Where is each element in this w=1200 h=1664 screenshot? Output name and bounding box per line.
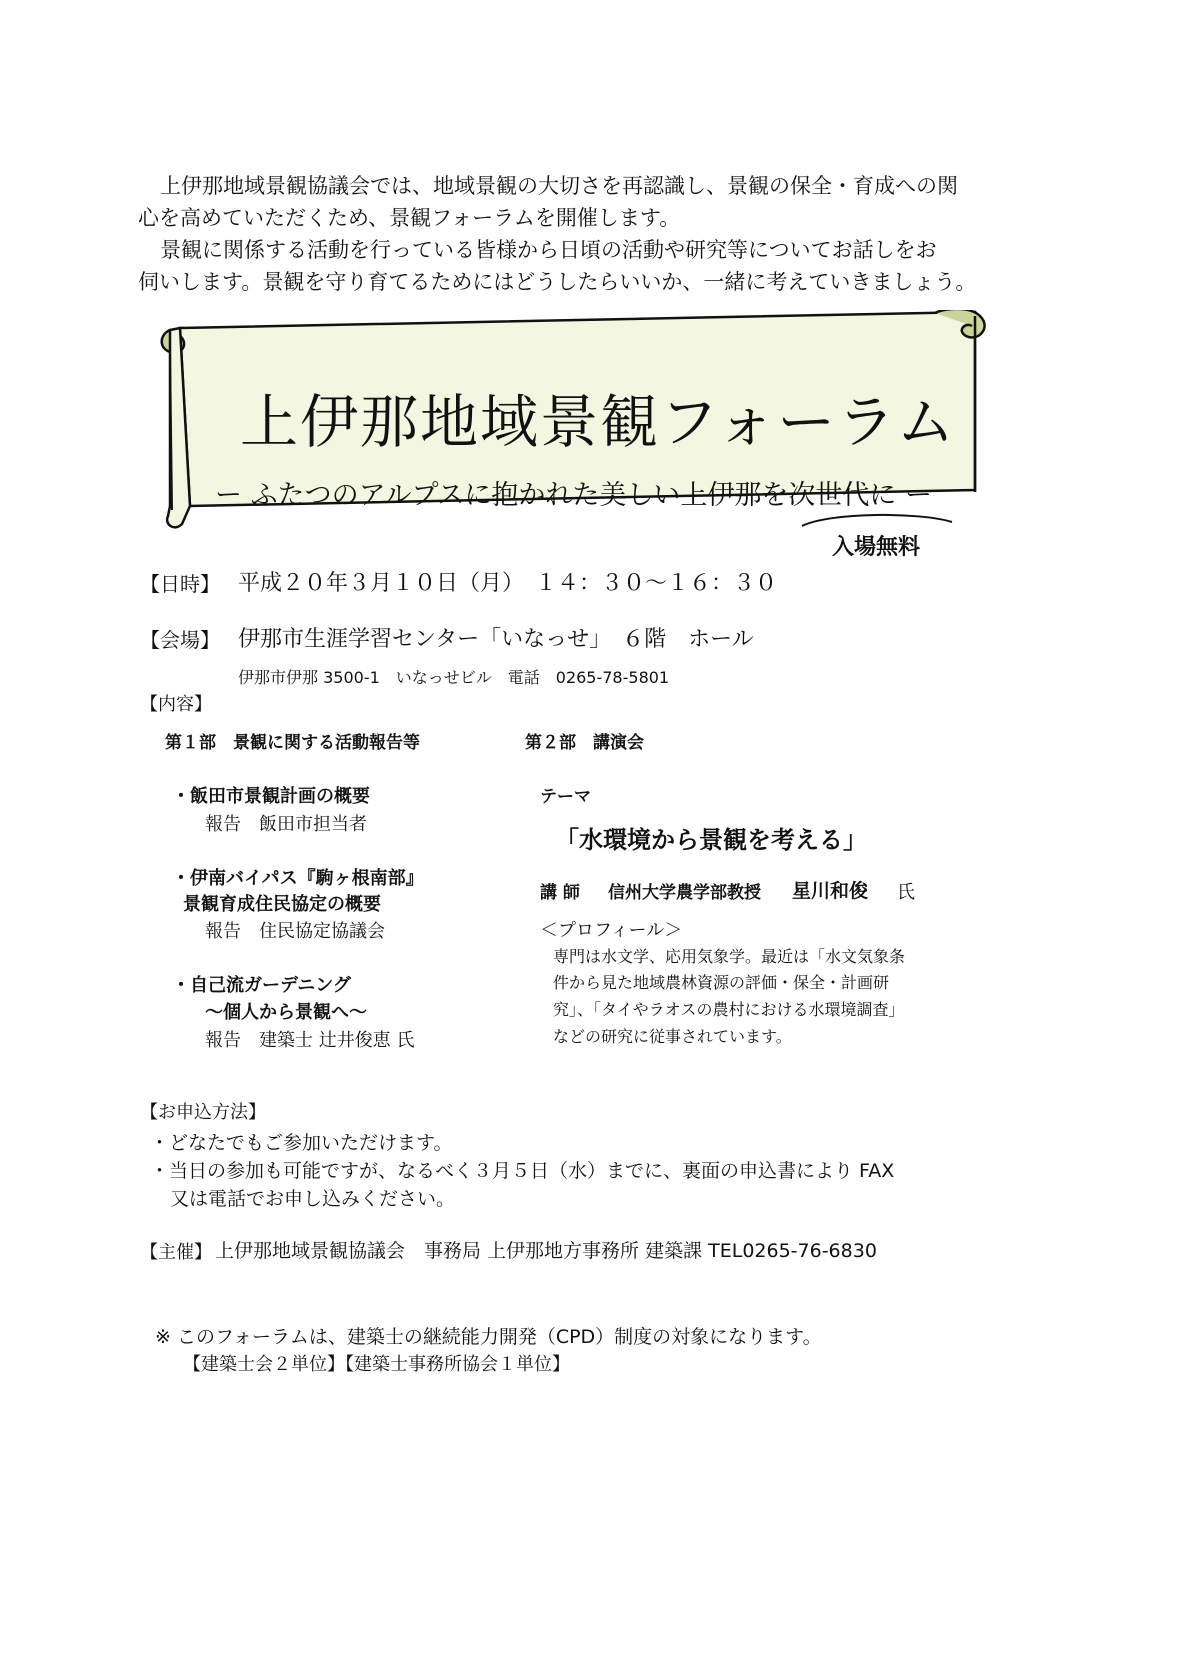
part1-item-1-title: ・飯田市景観計画の概要: [172, 786, 370, 807]
cpd-note-line-2: 【建築士会２単位】【建築士事務所協会１単位】: [183, 1354, 570, 1375]
intro-line-3: 景観に関係する活動を行っている皆様から日頃の活動や研究等についてお話しをお: [160, 238, 937, 262]
venue-address: 伊那市伊那 3500-1 いなっせビル 電話 0265-78-5801: [238, 668, 670, 687]
part1-item-3-title: ・自己流ガーデニング: [172, 975, 351, 996]
cpd-note-line-1: ※ このフォーラムは、建築士の継続能力開発（CPD）制度の対象になります。: [155, 1326, 822, 1348]
theme-title: 「水環境から景観を考える」: [555, 826, 867, 854]
part1-item-3-report: 報告 建築士 辻井俊恵 氏: [205, 1030, 415, 1051]
organizer-label: 【主催】: [140, 1242, 212, 1263]
forum-subtitle: ー ふたつのアルプスに抱かれた美しい上伊那を次世代に ー: [215, 480, 933, 511]
theme-label: テーマ: [540, 787, 591, 807]
part1-item-3-title2: 〜個人から景観へ〜: [205, 1002, 367, 1023]
profile-line-3: 究」、「タイやラオスの農村における水環境調査」: [553, 1000, 905, 1019]
application-label: 【お申込方法】: [140, 1102, 266, 1123]
lecturer-title: 信州大学農学部教授: [608, 883, 761, 903]
admission-arc: [800, 510, 955, 530]
lecturer-label: 講 師: [540, 883, 580, 903]
part1-item-2-title: ・伊南バイパス『駒ヶ根南部』: [172, 868, 424, 889]
intro-line-1: 上伊那地域景観協議会では、地域景観の大切さを再認識し、景観の保全・育成への関: [160, 174, 958, 198]
intro-line-2: 心を高めていただくため、景観フォーラムを開催します。: [138, 206, 681, 230]
organizer-value: 上伊那地域景観協議会 事務局 上伊那地方事務所 建築課 TEL0265-76-6830: [215, 1240, 877, 1262]
date-value: 平成２０年３月１０日（月） １４：３０〜１６：３０: [238, 571, 778, 596]
part1-item-2-title2: 景観育成住民協定の概要: [183, 894, 381, 915]
part1-item-1-report: 報告 飯田市担当者: [205, 814, 367, 835]
profile-label: ＜プロフィール＞: [540, 920, 683, 941]
admission-text: 入場無料: [832, 535, 921, 560]
lecturer-suffix: 氏: [897, 882, 915, 903]
profile-line-2: 件から見た地域農林資源の評価・保全・計画研: [553, 973, 890, 992]
forum-title: 上伊那地域景観フォーラム: [240, 388, 957, 456]
profile-line-4: などの研究に従事されています。: [553, 1027, 792, 1046]
date-label: 【日時】: [140, 572, 220, 596]
application-line-1: ・どなたでもご参加いただけます。: [150, 1132, 453, 1154]
venue-value: 伊那市生涯学習センター「いなっせ」 ６階 ホール: [238, 627, 754, 652]
intro-line-4: 伺いします。景観を守り育てるためにはどうしたらいいか、一緒に考えていきましょう。: [138, 270, 977, 294]
part1-heading: 第１部 景観に関する活動報告等: [165, 733, 420, 753]
application-line-2: ・当日の参加も可能ですが、なるべく３月５日（水）までに、裏面の申込書により FAX: [150, 1160, 895, 1182]
part2-heading: 第２部 講演会: [525, 733, 644, 753]
lecturer-name: 星川和俊: [792, 880, 869, 902]
part1-item-2-report: 報告 住民協定協議会: [205, 921, 385, 942]
application-line-3: 又は電話でお申し込みください。: [170, 1188, 456, 1210]
profile-line-1: 専門は水文学、応用気象学。最近は「水文気象条: [553, 947, 906, 966]
content-label: 【内容】: [140, 694, 212, 715]
venue-label: 【会場】: [140, 628, 220, 652]
